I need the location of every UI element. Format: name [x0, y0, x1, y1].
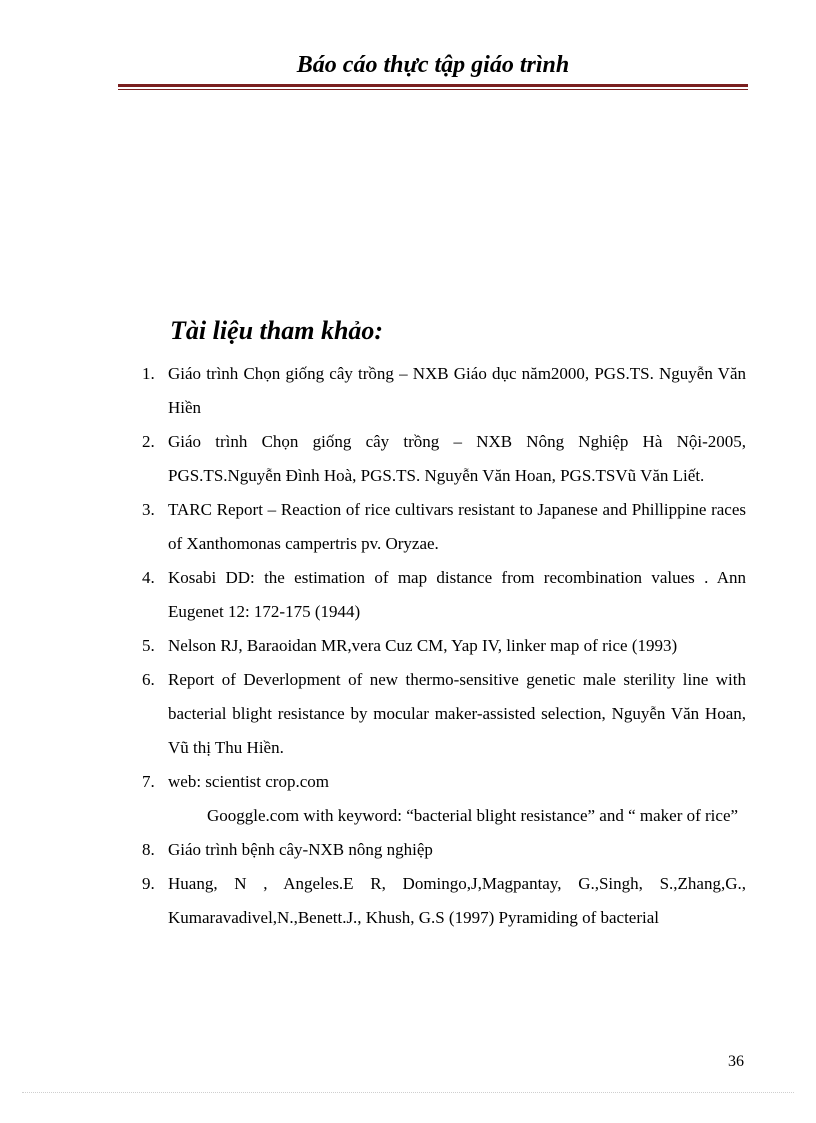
reference-text: Huang, N , Angeles.E R, Domingo,J,Magpantay, G.,Singh, S.,Zhang,G., Kumaravadivel,N.,Benett.J., Khush, G.S (1997) Pyramiding of bacterial	[168, 874, 746, 927]
reference-text: web: scientist crop.com	[168, 772, 329, 791]
reference-number: 1.	[142, 364, 155, 383]
reference-item	[140, 867, 746, 935]
page-bottom-divider	[22, 1092, 794, 1093]
reference-number: 5.	[142, 636, 155, 655]
reference-item	[140, 765, 746, 799]
reference-text: Report of Deverlopment of new thermo-sensitive genetic male sterility line with bacterial blight resistance by mocular maker-assisted selection, Nguyễn Văn Hoan, Vũ thị Thu Hiền.	[168, 670, 746, 757]
reference-text: Kosabi DD: the estimation of map distance from recombination values . Ann Eugenet 12: 172-175 (1944)	[168, 568, 746, 621]
reference-text: TARC Report – Reaction of rice cultivars resistant to Japanese and Phillippine races of Xanthomonas campertris pv. Oryzae.	[168, 500, 746, 553]
reference-number: 9.	[142, 874, 155, 893]
reference-number: 7.	[142, 772, 155, 791]
reference-item	[140, 833, 746, 867]
page-number: 36	[728, 1053, 744, 1070]
reference-number: 6.	[142, 670, 155, 689]
reference-number: 4.	[142, 568, 155, 587]
header-rule-thin	[118, 89, 748, 90]
reference-text: Nelson RJ, Baraoidan MR,vera Cuz CM, Yap IV, linker map of rice (1993)	[168, 636, 678, 655]
reference-item	[140, 357, 746, 425]
reference-list	[140, 357, 746, 935]
reference-item	[140, 629, 746, 663]
reference-number: 8.	[142, 840, 155, 859]
running-header-title: Báo cáo thực tập giáo trình	[296, 52, 570, 78]
reference-number: 2.	[142, 432, 155, 451]
reference-text: Giáo trình Chọn giống cây trồng – NXB Giáo dục năm2000, PGS.TS. Nguyễn Văn Hiền	[168, 364, 746, 417]
reference-text: Googgle.com with keyword: “bacterial blight resistance” and “ maker of rice”	[207, 806, 739, 825]
reference-item	[140, 561, 746, 629]
header-rule-thick	[118, 84, 748, 87]
reference-item	[140, 425, 746, 493]
reference-item	[140, 493, 746, 561]
reference-text: Giáo trình bệnh cây-NXB nông nghiệp	[168, 840, 433, 859]
reference-text: Giáo trình Chọn giống cây trồng – NXB Nông Nghiệp Hà Nội-2005, PGS.TS.Nguyễn Đình Hoà, PGS.TS. Nguyễn Văn Hoan, PGS.TSVũ Văn Liết.	[168, 432, 746, 485]
reference-continuation	[144, 799, 746, 833]
references-heading: Tài liệu tham khảo:	[170, 316, 384, 345]
reference-item	[140, 663, 746, 765]
reference-number: 3.	[142, 500, 155, 519]
